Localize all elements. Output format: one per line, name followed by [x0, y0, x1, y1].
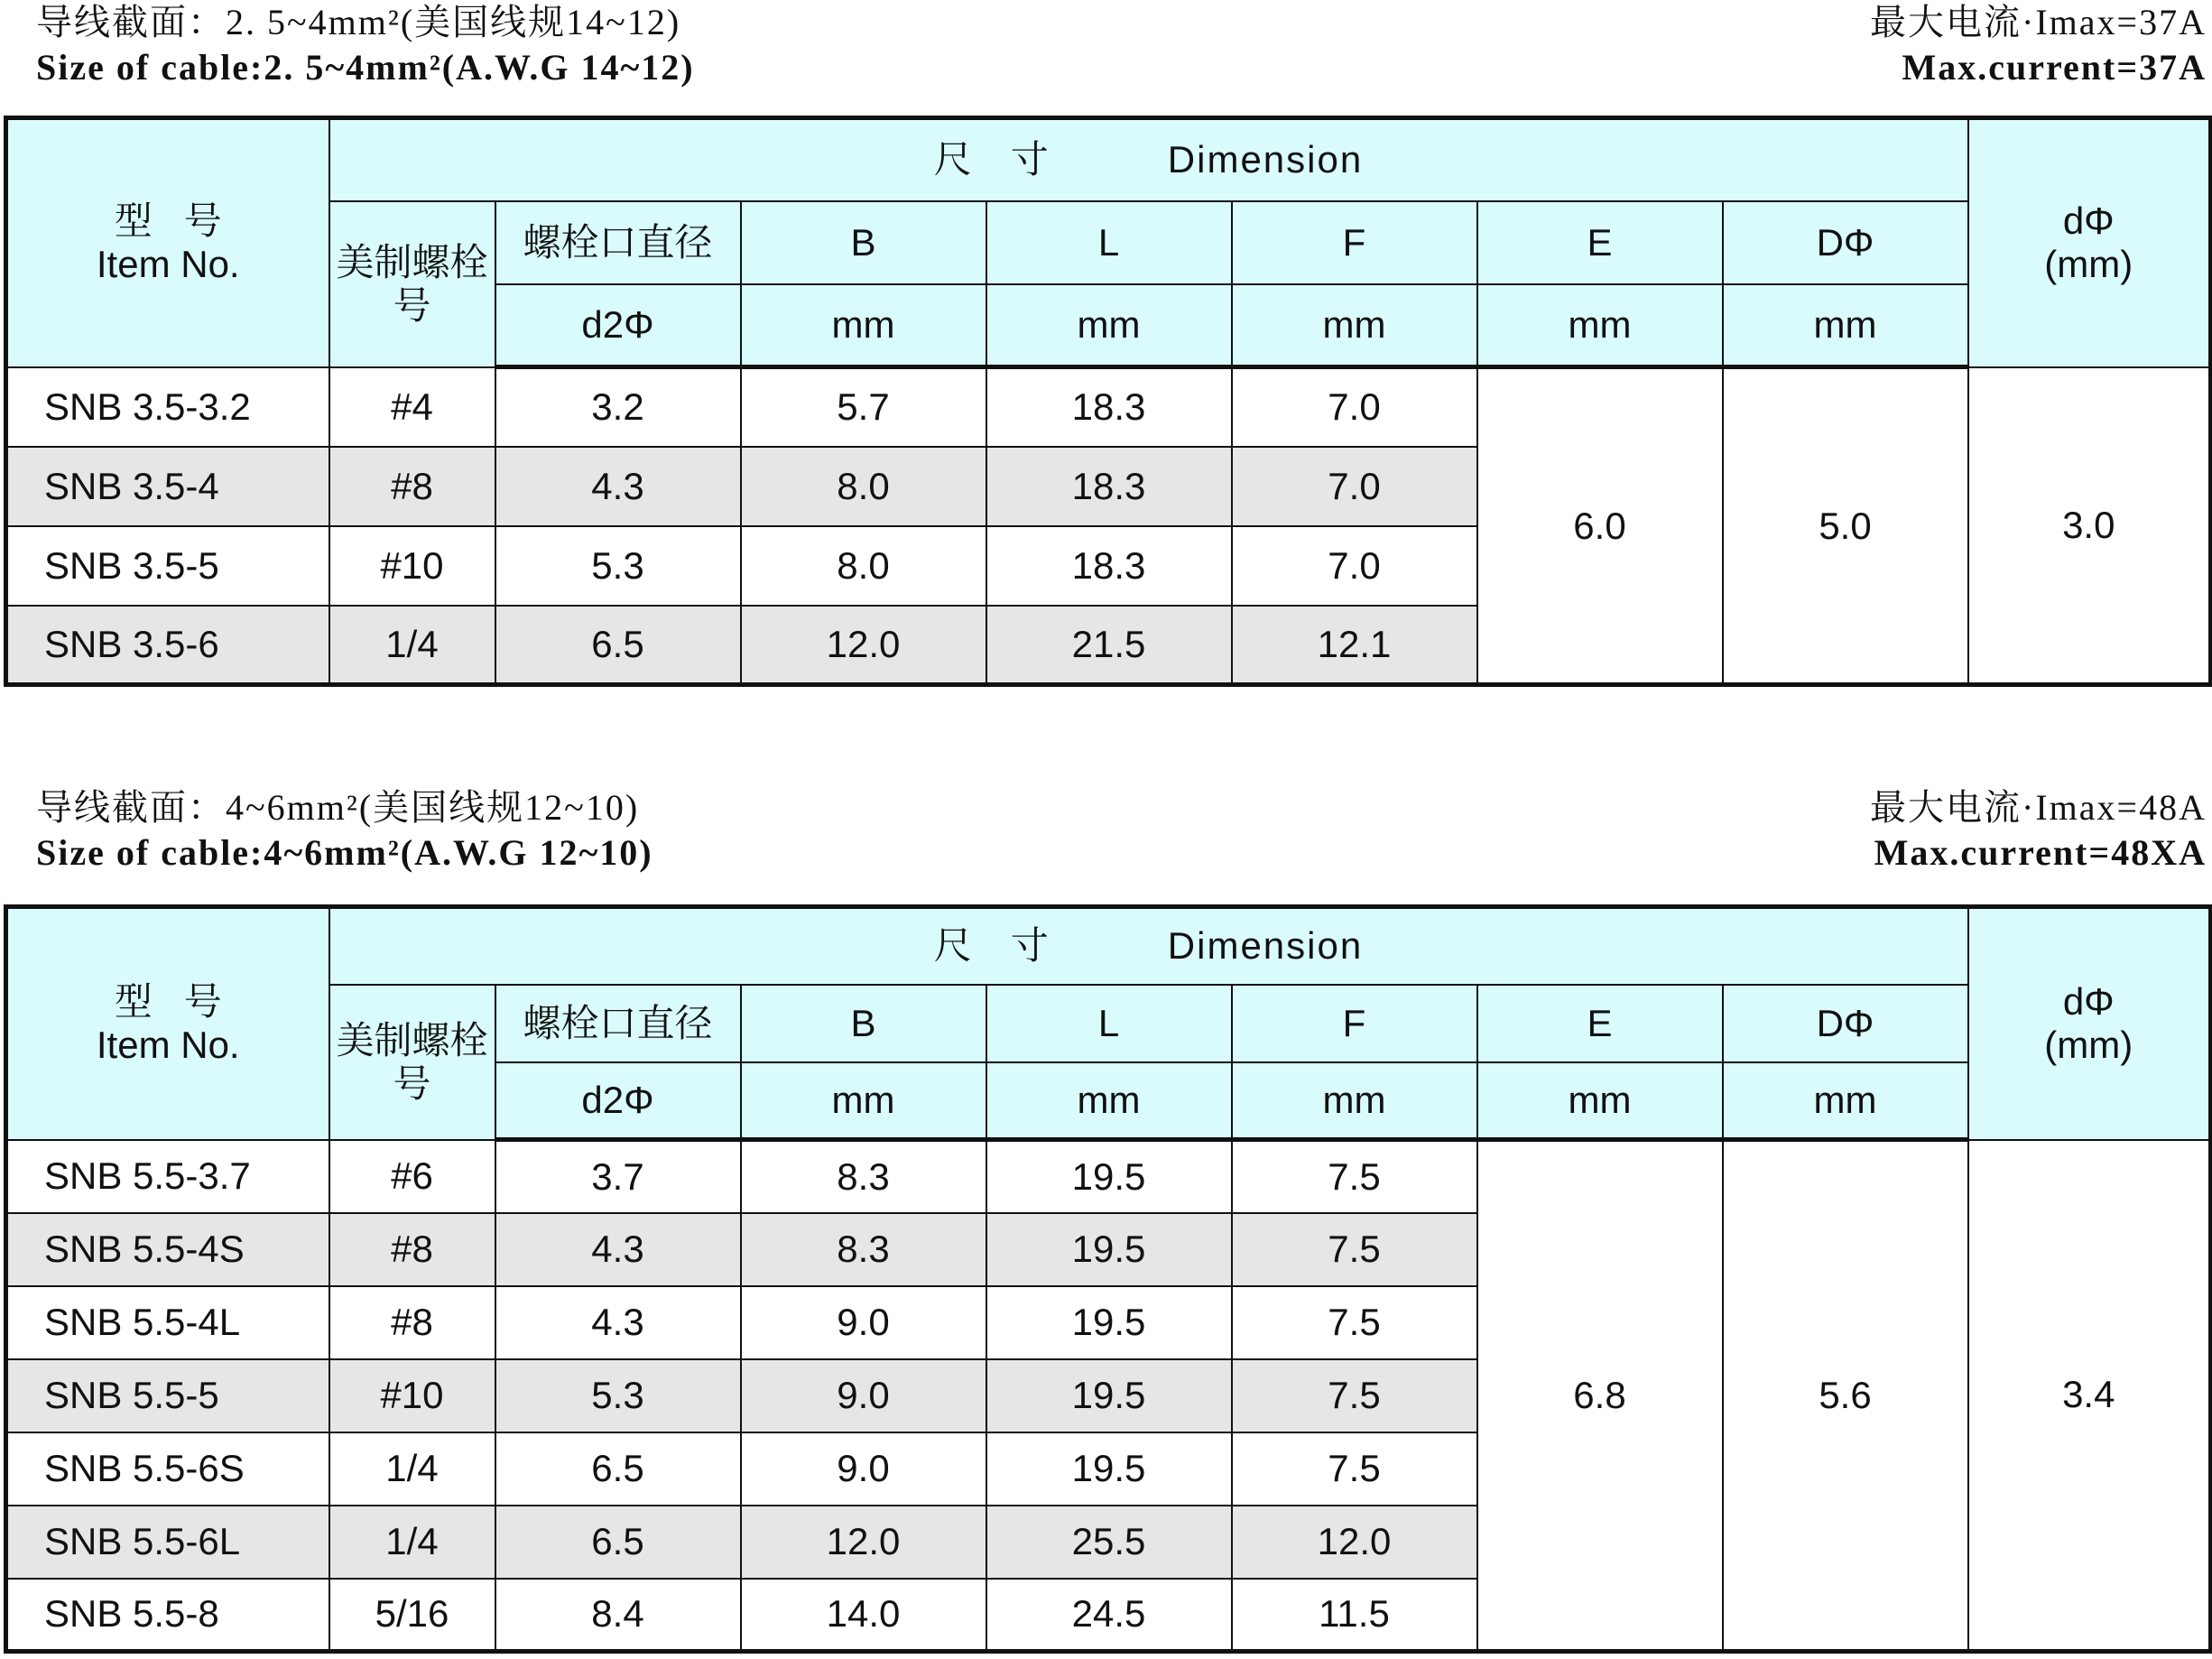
dim-f-header: F — [1232, 201, 1477, 284]
d-phi-label: dΦ — [2062, 980, 2115, 1024]
max-current-en: Max.current=48XA — [1874, 832, 2207, 873]
us-bolt-header: 美制螺栓号 — [329, 985, 495, 1140]
dim-f-cell: 12.0 — [1232, 1506, 1477, 1579]
d-phi-header — [1968, 118, 2211, 367]
item-no-cell: SNB 5.5-4S — [6, 1213, 329, 1286]
us-bolt-cell: #8 — [329, 1213, 495, 1286]
dimension-header-cn: 尺 寸 — [933, 924, 1050, 968]
item-no-header — [6, 907, 329, 1140]
bolt-diameter-cell: 3.2 — [495, 367, 741, 447]
bolt-diameter-header: 螺栓口直径 — [495, 201, 741, 284]
bolt-diameter-cell: 4.3 — [495, 1286, 741, 1359]
dim-l-unit: mm — [986, 284, 1232, 367]
bolt-diameter-cell: 3.7 — [495, 1140, 741, 1213]
item-no-header — [6, 118, 329, 367]
dim-b-unit: mm — [741, 1062, 986, 1140]
dim-l-cell: 18.3 — [986, 447, 1232, 526]
dimension-header-en: Dimension — [1167, 138, 1364, 181]
d-phi-unit: (mm) — [2044, 1024, 2133, 1067]
dim-f-cell: 11.5 — [1232, 1579, 1477, 1652]
dim-l-cell: 24.5 — [986, 1579, 1232, 1652]
dimension-header — [329, 118, 1968, 201]
item-no-cell: SNB 5.5-6L — [6, 1506, 329, 1579]
d-phi-unit: (mm) — [2044, 243, 2133, 286]
item-no-header-en: Item No. — [96, 1024, 240, 1067]
d-phi-merged-cell: 3.0 — [1968, 367, 2211, 685]
bolt-diameter-cell: 6.5 — [495, 1506, 741, 1579]
bolt-diameter-cell: 6.5 — [495, 1432, 741, 1506]
dim-f-cell: 7.5 — [1232, 1432, 1477, 1506]
item-no-header-cn: 型 号 — [114, 980, 222, 1024]
dim-b-cell: 9.0 — [741, 1286, 986, 1359]
item-no-cell: SNB 3.5-6 — [6, 606, 329, 685]
dim-e-merged-cell: 6.8 — [1477, 1140, 1723, 1652]
table-row — [6, 1140, 2211, 1213]
dim-l-header: L — [986, 985, 1232, 1062]
dim-l-cell: 19.5 — [986, 1359, 1232, 1432]
dim-b-cell: 8.0 — [741, 447, 986, 526]
dim-d-header: DΦ — [1723, 985, 1968, 1062]
bolt-diameter-cell: 5.3 — [495, 526, 741, 606]
dim-b-cell: 5.7 — [741, 367, 986, 447]
section-2-spec-table — [4, 904, 2212, 1654]
dimension-header-en: Dimension — [1167, 924, 1364, 968]
section-1-cable-spec — [36, 0, 695, 90]
dim-l-cell: 19.5 — [986, 1286, 1232, 1359]
d-phi-header — [1968, 907, 2211, 1140]
us-bolt-cell: 5/16 — [329, 1579, 495, 1652]
dim-f-header: F — [1232, 985, 1477, 1062]
dim-b-cell: 12.0 — [741, 606, 986, 685]
dim-l-cell: 21.5 — [986, 606, 1232, 685]
dim-l-cell: 18.3 — [986, 526, 1232, 606]
dim-e-unit: mm — [1477, 284, 1723, 367]
dimension-header-cn: 尺 寸 — [933, 138, 1050, 181]
item-no-header-cn: 型 号 — [114, 199, 222, 243]
dim-b-cell: 14.0 — [741, 1579, 986, 1652]
item-no-header-en: Item No. — [96, 243, 240, 286]
dim-b-unit: mm — [741, 284, 986, 367]
section-2-current-spec — [1870, 785, 2207, 876]
dim-e-header: E — [1477, 201, 1723, 284]
us-bolt-cell: 1/4 — [329, 606, 495, 685]
us-bolt-cell: #10 — [329, 1359, 495, 1432]
us-bolt-header: 美制螺栓号 — [329, 201, 495, 367]
dim-b-cell: 8.3 — [741, 1140, 986, 1213]
table-row — [6, 367, 2211, 447]
bolt-diameter-header: 螺栓口直径 — [495, 985, 741, 1062]
us-bolt-cell: #4 — [329, 367, 495, 447]
dim-l-cell: 19.5 — [986, 1432, 1232, 1506]
bolt-diameter-cell: 6.5 — [495, 606, 741, 685]
cable-size-cn: 导线截面：2. 5~4mm²(美国线规14~12) — [36, 2, 681, 42]
item-no-cell: SNB 5.5-8 — [6, 1579, 329, 1652]
dim-f-cell: 7.0 — [1232, 447, 1477, 526]
cable-size-cn: 导线截面：4~6mm²(美国线规12~10) — [36, 787, 640, 828]
dim-l-cell: 25.5 — [986, 1506, 1232, 1579]
item-no-cell: SNB 5.5-5 — [6, 1359, 329, 1432]
dim-l-cell: 18.3 — [986, 367, 1232, 447]
dim-b-cell: 9.0 — [741, 1359, 986, 1432]
dim-f-cell: 12.1 — [1232, 606, 1477, 685]
dim-b-header: B — [741, 201, 986, 284]
dim-b-cell: 12.0 — [741, 1506, 986, 1579]
dim-l-unit: mm — [986, 1062, 1232, 1140]
item-no-cell: SNB 5.5-6S — [6, 1432, 329, 1506]
dim-f-unit: mm — [1232, 284, 1477, 367]
bolt-diameter-unit: d2Φ — [495, 1062, 741, 1140]
dim-d-unit: mm — [1723, 1062, 1968, 1140]
bolt-diameter-unit: d2Φ — [495, 284, 741, 367]
d-phi-label: dΦ — [2062, 199, 2115, 243]
section-1-spec-table — [4, 116, 2212, 687]
item-no-cell: SNB 5.5-4L — [6, 1286, 329, 1359]
d-phi-merged-cell: 3.4 — [1968, 1140, 2211, 1652]
dim-d-unit: mm — [1723, 284, 1968, 367]
us-bolt-cell: #10 — [329, 526, 495, 606]
us-bolt-cell: #8 — [329, 447, 495, 526]
dim-f-cell: 7.5 — [1232, 1286, 1477, 1359]
max-current-en: Max.current=37A — [1902, 47, 2207, 88]
us-bolt-cell: #6 — [329, 1140, 495, 1213]
dim-b-header: B — [741, 985, 986, 1062]
dim-f-cell: 7.0 — [1232, 367, 1477, 447]
dim-e-merged-cell: 6.0 — [1477, 367, 1723, 685]
bolt-diameter-cell: 5.3 — [495, 1359, 741, 1432]
section-1-current-spec — [1870, 0, 2207, 90]
max-current-cn: 最大电流·Imax=37A — [1870, 2, 2207, 42]
dim-l-header: L — [986, 201, 1232, 284]
dim-d-merged-cell: 5.0 — [1723, 367, 1968, 685]
cable-size-en: Size of cable:4~6mm²(A.W.G 12~10) — [36, 832, 653, 873]
item-no-cell: SNB 5.5-3.7 — [6, 1140, 329, 1213]
dim-f-cell: 7.0 — [1232, 526, 1477, 606]
item-no-cell: SNB 3.5-3.2 — [6, 367, 329, 447]
dim-b-cell: 9.0 — [741, 1432, 986, 1506]
item-no-cell: SNB 3.5-4 — [6, 447, 329, 526]
max-current-cn: 最大电流·Imax=48A — [1870, 787, 2207, 828]
cable-size-en: Size of cable:2. 5~4mm²(A.W.G 14~12) — [36, 47, 695, 88]
us-bolt-cell: 1/4 — [329, 1432, 495, 1506]
dim-f-cell: 7.5 — [1232, 1140, 1477, 1213]
dim-e-header: E — [1477, 985, 1723, 1062]
dim-f-cell: 7.5 — [1232, 1359, 1477, 1432]
dim-d-merged-cell: 5.6 — [1723, 1140, 1968, 1652]
dim-l-cell: 19.5 — [986, 1140, 1232, 1213]
section-2-cable-spec — [36, 785, 653, 876]
dim-b-cell: 8.3 — [741, 1213, 986, 1286]
dimension-header — [329, 907, 1968, 985]
us-bolt-cell: 1/4 — [329, 1506, 495, 1579]
bolt-diameter-cell: 4.3 — [495, 447, 741, 526]
bolt-diameter-cell: 4.3 — [495, 1213, 741, 1286]
us-bolt-cell: #8 — [329, 1286, 495, 1359]
dim-l-cell: 19.5 — [986, 1213, 1232, 1286]
item-no-cell: SNB 3.5-5 — [6, 526, 329, 606]
bolt-diameter-cell: 8.4 — [495, 1579, 741, 1652]
dim-f-unit: mm — [1232, 1062, 1477, 1140]
dim-b-cell: 8.0 — [741, 526, 986, 606]
dim-e-unit: mm — [1477, 1062, 1723, 1140]
dim-f-cell: 7.5 — [1232, 1213, 1477, 1286]
dim-d-header: DΦ — [1723, 201, 1968, 284]
